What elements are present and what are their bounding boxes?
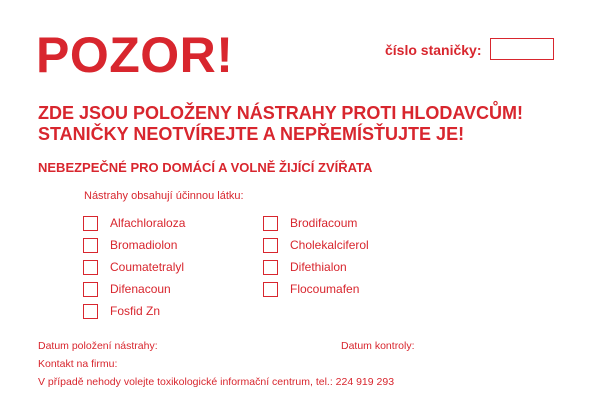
substance-item[interactable] bbox=[263, 213, 369, 233]
checkbox[interactable] bbox=[83, 216, 98, 231]
substance-item[interactable] bbox=[83, 301, 185, 321]
substance-label: Alfachloraloza bbox=[110, 216, 186, 230]
substance-label: Cholekalciferol bbox=[290, 238, 369, 252]
substance-item[interactable] bbox=[83, 279, 185, 299]
substance-list-left bbox=[83, 213, 185, 321]
page-title: POZOR! bbox=[36, 27, 234, 83]
station-number-label: číslo staničky: bbox=[385, 42, 482, 58]
substance-list-right bbox=[263, 213, 369, 299]
substances-label: Nástrahy obsahují účinnou látku: bbox=[84, 190, 244, 202]
control-date-label: Datum kontroly: bbox=[341, 340, 415, 352]
substance-label: Brodifacoum bbox=[290, 216, 358, 230]
substance-label: Flocoumafen bbox=[290, 282, 360, 296]
contact-label: Kontakt na firmu: bbox=[38, 358, 118, 370]
checkbox[interactable] bbox=[263, 260, 278, 275]
substance-label: Coumatetralyl bbox=[110, 260, 185, 274]
substance-item[interactable] bbox=[263, 257, 369, 277]
station-number-field[interactable] bbox=[490, 38, 554, 60]
substance-item[interactable] bbox=[83, 235, 185, 255]
substance-label: Difenacoun bbox=[110, 282, 171, 296]
placement-date-label: Datum položení nástrahy: bbox=[38, 340, 158, 352]
danger-notice: NEBEZPEČNÉ PRO DOMÁCÍ A VOLNĚ ŽIJÍCÍ ZVÍŘATA bbox=[38, 160, 373, 175]
checkbox[interactable] bbox=[83, 304, 98, 319]
checkbox[interactable] bbox=[83, 238, 98, 253]
checkbox[interactable] bbox=[83, 282, 98, 297]
checkbox[interactable] bbox=[263, 216, 278, 231]
substance-label: Bromadiolon bbox=[110, 238, 178, 252]
emergency-contact-text: V případě nehody volejte toxikologické informační centrum, tel.: 224 919 293 bbox=[38, 376, 395, 388]
substance-item[interactable] bbox=[83, 213, 185, 233]
substance-item[interactable] bbox=[263, 279, 369, 299]
warning-line-2: STANIČKY NEOTVÍREJTE A NEPŘEMÍSŤUJTE JE! bbox=[38, 124, 465, 144]
checkbox[interactable] bbox=[263, 282, 278, 297]
substance-label: Fosfid Zn bbox=[110, 304, 161, 318]
checkbox[interactable] bbox=[263, 238, 278, 253]
warning-line-1: ZDE JSOU POLOŽENY NÁSTRAHY PROTI HLODAVCŮM! bbox=[38, 103, 524, 123]
checkbox[interactable] bbox=[83, 260, 98, 275]
substance-item[interactable] bbox=[263, 235, 369, 255]
substance-item[interactable] bbox=[83, 257, 185, 277]
substance-label: Difethialon bbox=[290, 260, 347, 274]
